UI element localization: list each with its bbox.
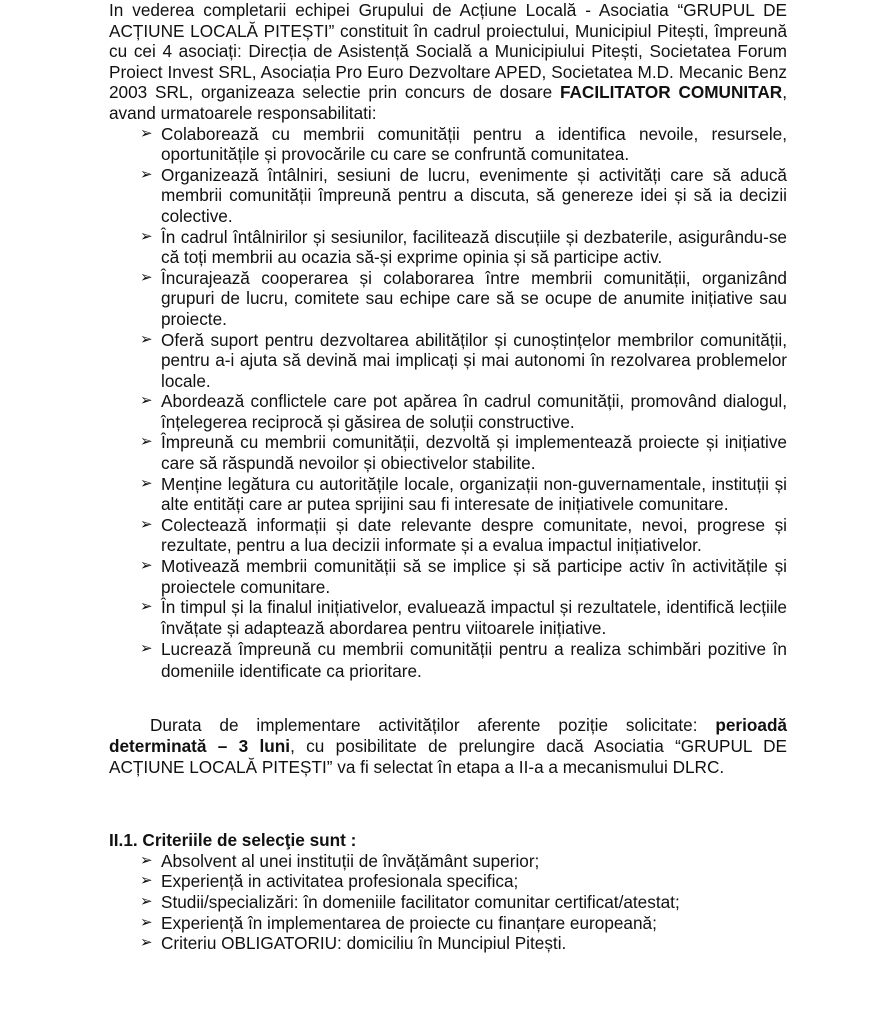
list-item: ➢ Oferă suport pentru dezvoltarea abilităților și cunoștințelor membrilor comunității, pentru a-i ajuta să devină mai implicați și mai autonomi în rezolvarea problemelor locale. [140,329,787,391]
list-item: ➢ În timpul și la finalul inițiativelor, evaluează impactul și rezultatele, identifică lecțiile învățate și adaptează abordarea pentru viitoarele inițiative. [140,597,787,638]
list-item: ➢ Experiență în implementarea de proiecte cu finanțare europeană; [140,912,657,933]
list-item: ➢ Încurajează cooperarea și colaborarea între membrii comunității, organizând grupuri de lucru, comitete sau echipe care să se ocupe de anumite inițiative sau proiecte. [140,267,787,329]
arrow-bullet-icon: ➢ [140,557,153,575]
list-item: ➢ Colaborează cu membrii comunității pentru a identifica nevoile, resursele, oportunitățile și provocările cu care se confruntă comunitatea. [140,123,787,165]
list-item: ➢ Motivează membrii comunității să se implice și să participe activ în activitățile și proiectele comunitare. [140,556,787,597]
arrow-bullet-icon: ➢ [140,913,153,931]
duration-term: perioadă determinată – 3 luni [109,715,787,756]
arrow-bullet-icon: ➢ [140,124,153,142]
arrow-bullet-icon: ➢ [140,515,153,533]
arrow-bullet-icon: ➢ [140,227,153,245]
criteria-heading: II.1. Criteriile de selecţie sunt : [109,830,357,851]
list-item: ➢ Studii/specializări: în domeniile facilitator comunitar certificat/atestat; [140,891,680,912]
intro-paragraph: In vederea completarii echipei Grupului de Acțiune Locală - Asociatia “GRUPUL DE ACȚIUNE LOCALĂ PITEȘTI” constituit în cadrul proiectului, Municipiul Pitești, împreună cu cei 4 asociați: Direcția de Asistență Socială a Municipiului Pitești, Societatea Forum Proiect Invest SRL, Asociația Pro Euro Dezvoltare APED, Societatea M.D. Mecanic Benz 2003 SRL, organizeaza selectie prin concurs de dosare FACILITATOR COMUNITAR, avand urmatoarele responsabilitati: [109,0,787,123]
list-item: ➢ Organizează întâlniri, sesiuni de lucru, evenimente și activități care să aducă membrii comunității împreună pentru a discuta, să genereze idei și să ia decizii colective. [140,164,787,226]
arrow-bullet-icon: ➢ [140,268,153,286]
arrow-bullet-icon: ➢ [140,872,153,890]
arrow-bullet-icon: ➢ [140,598,153,616]
list-item: ➢ Colectează informații și date relevante despre comunitate, nevoi, progrese și rezultate, pentru a lua decizii informate și a evalua impactul inițiativelor. [140,514,787,556]
arrow-bullet-icon: ➢ [140,934,153,952]
list-item: ➢ Absolvent al unei instituții de învățământ superior; [140,850,540,871]
criteria-list [109,851,787,954]
list-item: ➢ Abordează conflictele care pot apărea în cadrul comunității, promovând dialogul, înțelegerea reciprocă și găsirea de soluții constructive. [140,391,787,432]
list-item: ➢ Experiență in activitatea profesionala specifica; [140,871,519,892]
list-item: ➢ Lucrează împreună cu membrii comunității pentru a realiza schimbări pozitive în domeniile identificate ca prioritare. [140,639,787,682]
list-item: ➢ În cadrul întâlnirilor și sesiunilor, facilitează discuțiile și dezbaterile, asigurându-se că toți membrii au ocazia să-și exprime opinia și să participe activ. [140,226,787,268]
list-item: ➢ Împreună cu membrii comunității, dezvoltă și implementează proiecte și inițiative care să răspundă nevoilor și obiectivelor stabilite. [140,432,787,474]
arrow-bullet-icon: ➢ [140,392,153,410]
list-item: ➢ Criteriu OBLIGATORIU: domiciliu în Muncipiul Pitești. [140,933,567,954]
arrow-bullet-icon: ➢ [140,165,153,183]
arrow-bullet-icon: ➢ [140,640,153,658]
arrow-bullet-icon: ➢ [140,433,153,451]
duration-paragraph: Durata de implementare activităților aferente poziție solicitate: perioadă determinată – 3 luni, cu posibilitate de prelungire dacă Asociatia “GRUPUL DE ACȚIUNE LOCALĂ PITEȘTI” va fi selectat în etapa a II-a a mecanismului DLRC. [109,715,787,777]
arrow-bullet-icon: ➢ [140,851,153,869]
list-item: ➢ Menține legătura cu autoritățile locale, organizații non-guvernamentale, instituții și alte entități care ar putea sprijini sau fi interesate de inițiativele comunitare. [140,473,787,515]
position-title: FACILITATOR COMUNITAR [559,82,783,103]
responsibilities-list [109,124,787,683]
document-page [109,0,787,954]
arrow-bullet-icon: ➢ [140,330,153,348]
arrow-bullet-icon: ➢ [140,892,153,910]
arrow-bullet-icon: ➢ [140,474,153,492]
